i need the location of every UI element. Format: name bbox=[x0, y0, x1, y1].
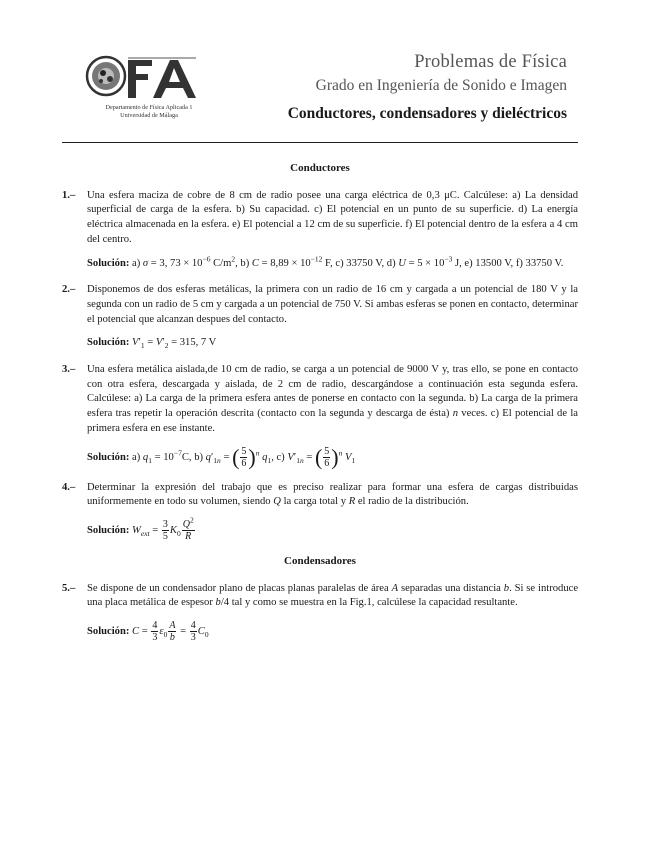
fraction: $\frac{4}{3}$ bbox=[190, 620, 196, 644]
degree-subtitle: Grado en Ingeniería de Sonido e Imagen bbox=[315, 77, 567, 94]
solution-1: Solución: a) σ = 3, $73 \times 10^{-6}$ $C/m^2$, b) $C = 8,89 \times 10^{-12}$ F, c) 33750 V, d) $U = 5 \times 10^{-3}$ J, e) 13500 V, f) 33750 V. bbox=[87, 253, 564, 269]
problem-1 bbox=[62, 189, 578, 248]
problem-3: 3.– Una esfera metálica aislada,de 10 cm de radio, se carga a un potencial de 9000 V y, tras ello, se pone en contacto con otra esfera, descargada y aislada, de 2 cm de radio, descargándose a continuación esta segunda esfera. Calcúlese: a) La carga de la primera esfera antes de ponerse en contacto con la segunda. b) La carga de la primera esfera tras repetir la operación descrita (contacto con la segunda y descarga de ésta) n veces. c) El potencial de la primera esfera en ese instante. bbox=[62, 364, 578, 434]
problem-text: Disponemos de dos esferas metálicas, la primera con un radio de 16 cm y cargada a un potencial de 180 V y la segunda con un radio de 5 cm y cargada a un potencial de 750 V. Si ambas esferas se ponen en contacto, determinar el potencial que alcanzan despues del contacto. bbox=[87, 284, 578, 325]
fraction: $\frac{Q^2}{R}$ bbox=[182, 515, 194, 542]
topic-heading: Conductores, condensadores y dieléctricos bbox=[287, 105, 567, 122]
fraction: $\frac{A}{b}$ bbox=[169, 620, 176, 644]
logo-caption bbox=[84, 104, 214, 120]
solution-label: Solución: bbox=[87, 451, 130, 463]
department-logo bbox=[84, 54, 219, 134]
problem-number: 5.– bbox=[62, 582, 76, 594]
solution-5: Solución: C = $\frac{4}{3}$ $\varepsilon_0$ $\frac{A}{b}$ = $\frac{4}{3}$ $C_0$ bbox=[87, 620, 209, 644]
fraction: $\frac{4}{3}$ bbox=[152, 620, 158, 644]
solution-label: Solución: bbox=[87, 337, 130, 349]
solution-3: Solución: a) $q_1 = 10^{-7}C$, b) $q'_{1n}$ = ( $\frac{5}{6}$ )$^n$ $q_1$, c) $V'_{1n}$ = ( $\frac{5}{6}$ )$^n$ $V_1$ bbox=[87, 444, 356, 470]
seal-icon bbox=[87, 57, 125, 95]
solution-4: Solución: $W_{ext}$ = $\frac{3}{5}$ $K_0$ $\frac{Q^2}{R}$ bbox=[87, 515, 194, 542]
problem-5: 5.– Se dispone de un condensador plano de placas planas paralelas de área A separadas una distancia b. Si se introduce una placa metálica de espesor b/4 tal y como se muestra en la Fig.1, calcúlese la capacidad resultante. bbox=[62, 582, 579, 609]
problem-text: Determinar la expresión del trabajo que es preciso realizar para formar una esfera de cargas distribuidas uniformemente en todo su volumen, siendo bbox=[87, 481, 578, 508]
section-heading-conductores: Conductores bbox=[290, 162, 350, 174]
fraction: $\frac{5}{6}$ bbox=[324, 445, 330, 469]
problem-text: Una esfera metálica aislada,de 10 cm de radio, se carga a un potencial de 9000 V y, tras ello, se pone en contacto con otra esfera, descargada y aislada, de 2 cm de radio, descargándose a continuación esta segunda esfera. Calcúlese: a) La carga de la primera esfera antes de ponerse en contacto con la segunda. b) La carga de la primera esfera tras repetir la operación descrita (contacto con la segunda y descarga de ésta) bbox=[87, 364, 578, 420]
problem-text-mid-2: . Si se introduce una placa metálica de espesor bbox=[87, 582, 579, 609]
solution-label: Solución: bbox=[87, 524, 130, 536]
section-heading-condensadores: Condensadores bbox=[284, 554, 356, 567]
problem-sheet bbox=[62, 161, 578, 655]
solution-label: Solución: bbox=[87, 257, 130, 269]
problem-number: 3.– bbox=[62, 364, 76, 376]
problem-text: Una esfera maciza de cobre de 8 cm de radio posee una carga eléctrica de 0,3 μC. Calcúlese: a) La densidad superficial de carga de la esfera. b) Su capacidad. c) El potencial en un punto de su superficie. d) La energía eléctrica almacenada en la esfera. e) El potencial a 12 cm de su superficie. f) El potencial dentro de la esfera a 4 cm del centro. bbox=[87, 189, 578, 245]
solution-label: Solución: bbox=[87, 626, 130, 637]
fraction: $\frac{3}{5}$ bbox=[162, 518, 168, 542]
logo-caption-line-2: Universidad de Málaga bbox=[120, 112, 178, 119]
problem-text-mid: separadas una distancia bbox=[400, 582, 501, 594]
page-header bbox=[0, 0, 655, 150]
header-divider bbox=[62, 142, 578, 143]
problem-text-mid: la carga total y bbox=[283, 496, 347, 508]
page-title: Problemas de Física bbox=[414, 52, 567, 72]
problem-number: 4.– bbox=[62, 481, 76, 493]
problem-4: 4.– Determinar la expresión del trabajo que es preciso realizar para formar una esfera de cargas distribuidas uniformemente en todo su volumen, siendo Q la carga total y R el radio de la distribución. bbox=[62, 481, 578, 508]
title-block bbox=[288, 52, 567, 123]
problem-text-end: veces. c) El potencial de la primera esfera en ese instante. bbox=[87, 408, 578, 434]
fa-logo-letters bbox=[128, 58, 196, 98]
fraction: $\frac{5}{6}$ bbox=[241, 445, 247, 469]
logo-caption-line-1: Departamento de Física Aplicada 1 bbox=[105, 104, 193, 111]
solution-2: Solución: $V'_1 = V'_2 = 315$, 7 V bbox=[87, 337, 217, 351]
problem-text: Se dispone de un condensador plano de placas planas paralelas de área bbox=[87, 582, 389, 594]
problem-number: 2.– bbox=[62, 284, 76, 296]
problem-text-end: el radio de la distribución. bbox=[357, 496, 469, 508]
problem-number: 1.– bbox=[62, 189, 76, 201]
problem-2 bbox=[62, 283, 578, 327]
problem-text-end: tal y como se muestra en la Fig.1, calcúlese la capacidad resultante. bbox=[231, 597, 518, 609]
